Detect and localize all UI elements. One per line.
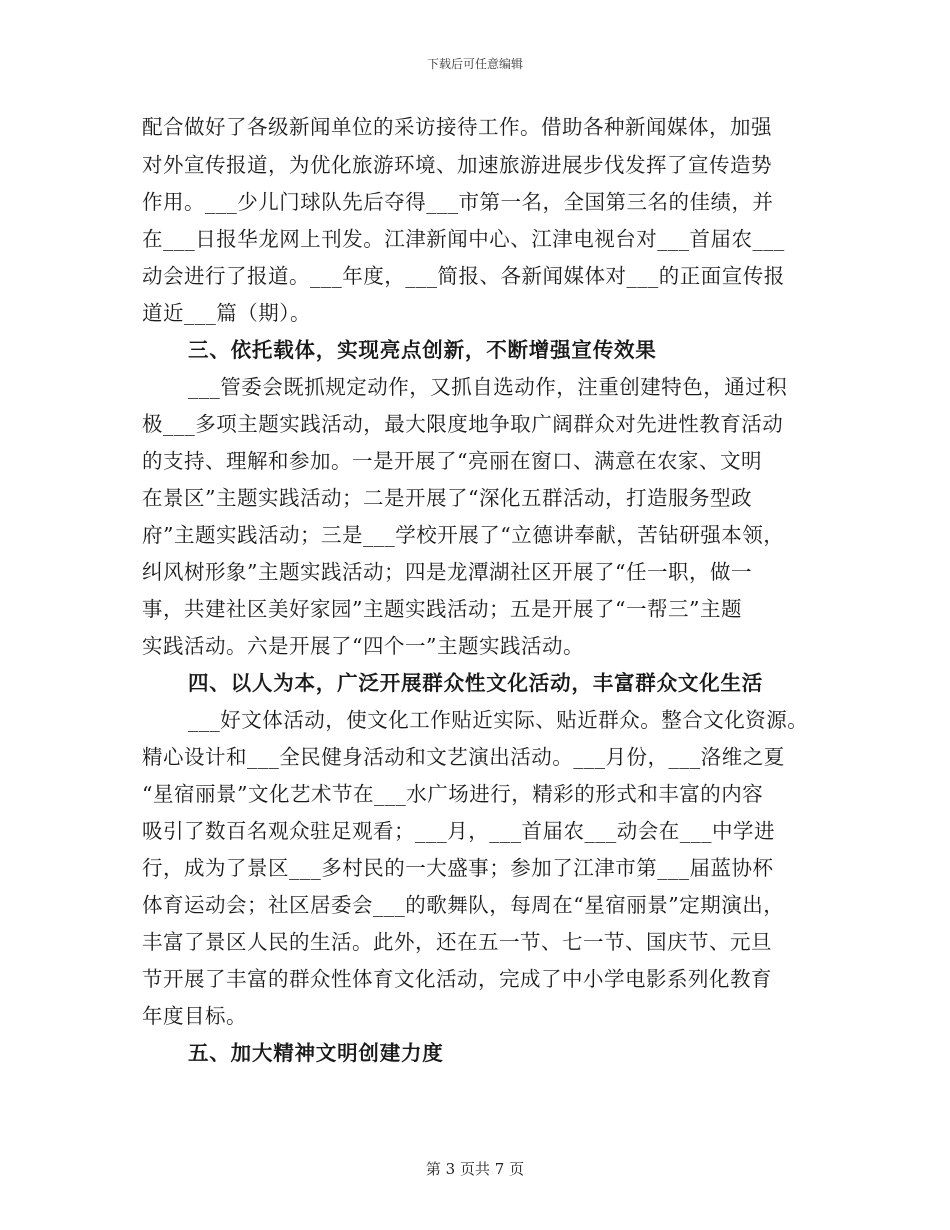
- body-line: 行，成为了景区___多村民的一大盛事；参加了江津市第___届蓝协杯: [142, 856, 774, 880]
- page-footer: 第 3 页共 7 页: [425, 1160, 525, 1178]
- body-line: 对外宣传报道，为优化旅游环境、加速旅游进展步伐发挥了宣传造势: [142, 153, 772, 177]
- body-line: 年度目标。: [142, 1004, 247, 1028]
- body-line: 体育运动会；社区居委会___的歌舞队，每周在“星宿丽景”定期演出，: [142, 893, 785, 917]
- body-line: 丰富了景区人民的生活。此外，还在五一节、七一节、国庆节、元旦: [142, 930, 772, 954]
- body-line: 府”主题实践活动；三是___学校开展了“立德讲奉献，苦钻研强本领，: [142, 523, 785, 547]
- body-line: 事，共建社区美好家园”主题实践活动；五是开展了“一帮三”主题: [142, 597, 742, 621]
- body-line: 的支持、理解和参加。一是开展了“亮丽在窗口、满意在农家、文明: [142, 449, 762, 473]
- page-header: 下载后可任意编辑: [426, 57, 523, 71]
- body-line: 吸引了数百名观众驻足观看；___月，___首届农___动会在___中学进: [142, 819, 775, 843]
- body-line: 纠风树形象”主题实践活动；四是龙潭湖社区开展了“任一职，做一: [142, 560, 752, 584]
- body-line: 在___日报华龙网上刊发。江津新闻中心、江津电视台对___首届农___: [142, 227, 785, 251]
- body-line: 精心设计和___全民健身活动和文艺演出活动。___月份，___洛维之夏: [142, 745, 785, 769]
- body-line: 配合做好了各级新闻单位的采访接待工作。借助各种新闻媒体，加强: [142, 115, 772, 139]
- body-line: 作用。___少儿门球队先后夺得___市第一名，全国第三名的佳绩，并: [142, 190, 774, 214]
- body-line: 在景区”主题实践活动；二是开展了“深化五群活动，打造服务型政: [142, 486, 752, 510]
- body-line: ___管委会既抓规定动作，又抓自选动作，注重创建特色，通过积: [188, 375, 788, 399]
- body-line: 节开展了丰富的群众性体育文化活动，完成了中小学电影系列化教育: [142, 967, 772, 991]
- body-line: 极___多项主题实践活动，最大限度地争取广阔群众对先进性教育活动: [142, 412, 784, 436]
- section-heading-4: 四、以人为本，广泛开展群众性文化活动，丰富群众文化生活: [188, 671, 764, 695]
- body-line: 道近___篇（期）。: [142, 301, 311, 325]
- body-line: “星宿丽景”文化艺术节在___水广场进行，精彩的形式和丰富的内容: [142, 782, 764, 806]
- body-line: 动会进行了报道。___年度，___简报、各新闻媒体对___的正面宣传报: [142, 264, 785, 288]
- body-line: 实践活动。六是开展了“四个一”主题实践活动。: [142, 634, 584, 658]
- section-heading-5: 五、加大精神文明创建力度: [188, 1041, 444, 1065]
- section-heading-3: 三、依托载体，实现亮点创新，不断增强宣传效果: [188, 338, 657, 362]
- body-line: ___好文体活动，使文化工作贴近实际、贴近群众。整合文化资源。: [188, 708, 809, 732]
